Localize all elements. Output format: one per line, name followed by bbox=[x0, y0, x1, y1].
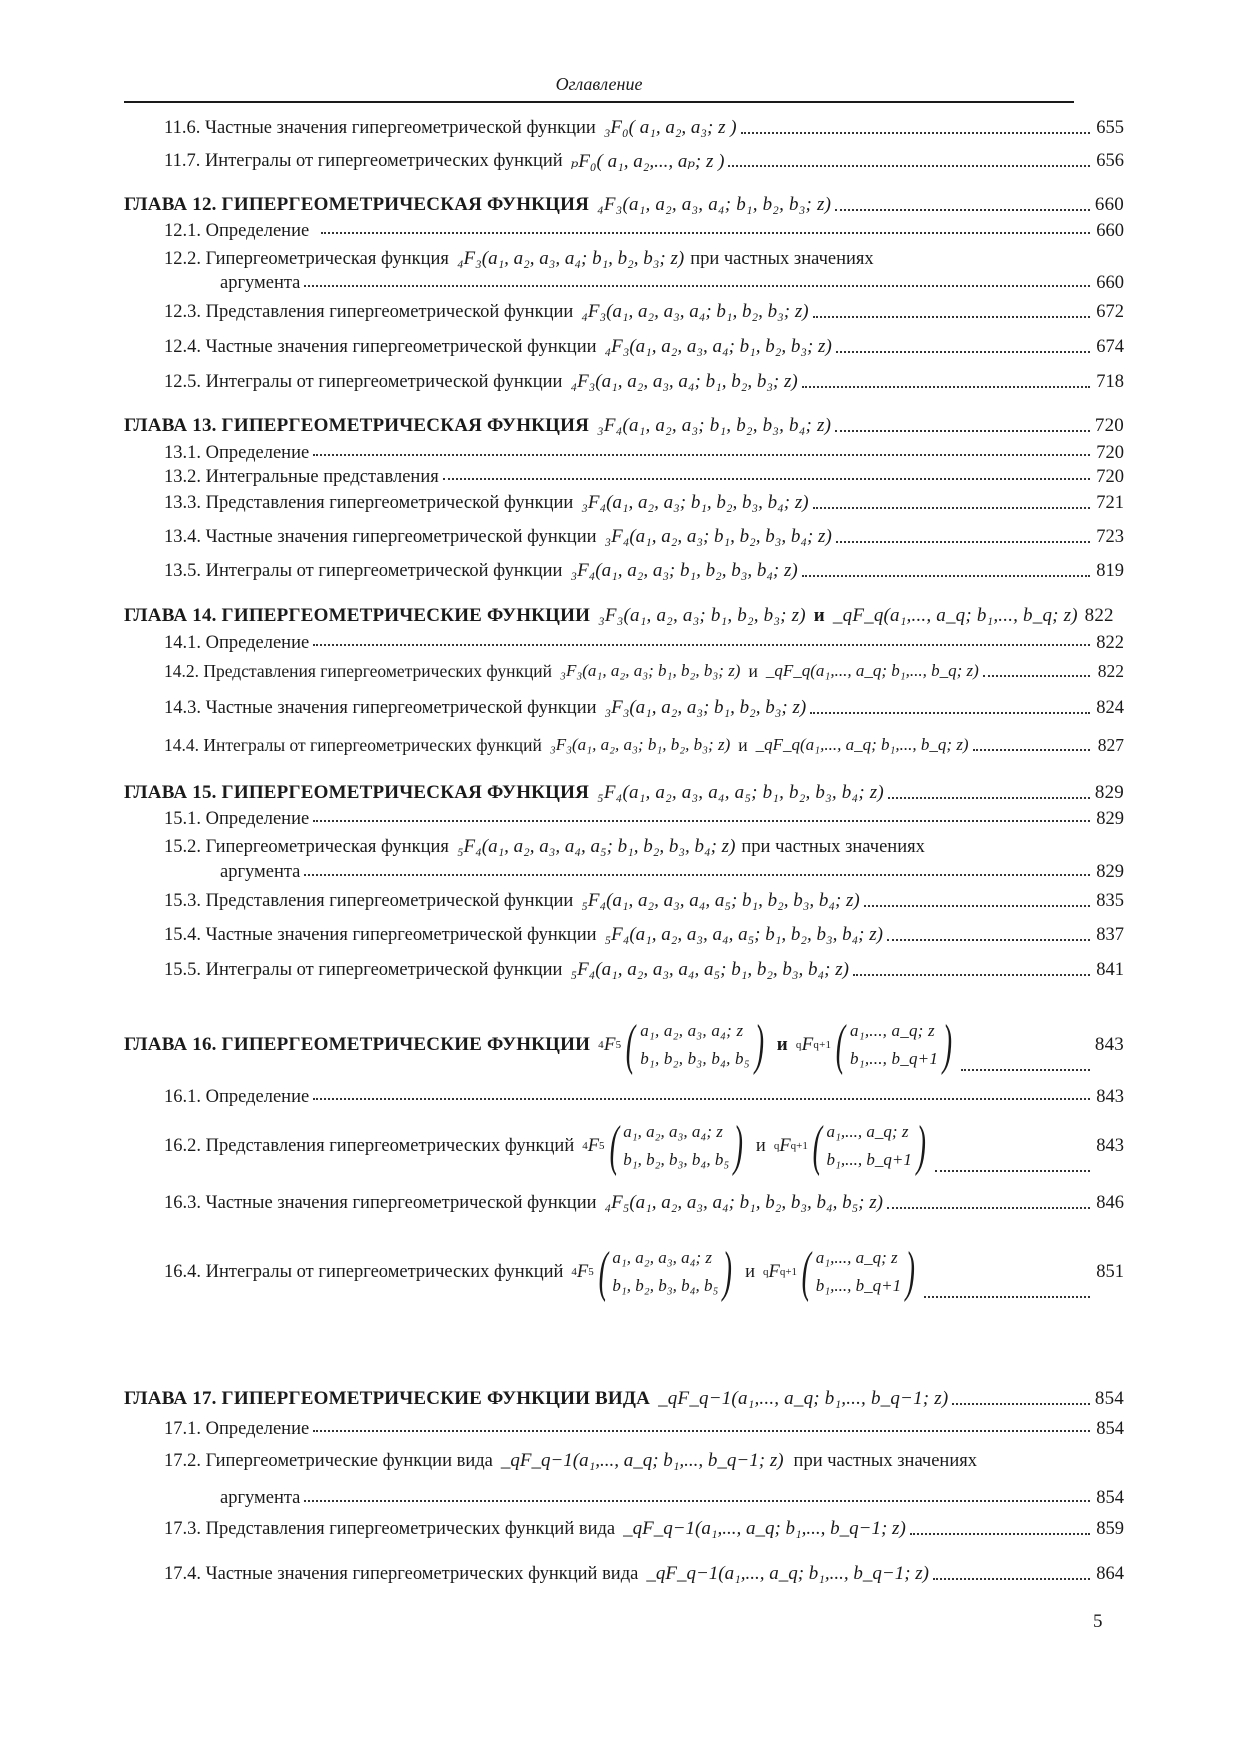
toc-entry-page: 841 bbox=[1096, 959, 1124, 980]
toc-entry-formula: ₄F₃(a₁, a₂, a₃, a₄; b₁, b₂, b₃; z) bbox=[570, 371, 798, 392]
toc-entry-formula: _qF_q−1(a₁,..., a_q; b₁,..., b_q−1; z) bbox=[623, 1518, 906, 1539]
toc-entry-formula: ₃F₃(a₁, a₂, a₃; b₁, b₂, b₃; z) bbox=[560, 661, 741, 680]
toc-entry-label: 16.1. Определение bbox=[164, 1086, 310, 1107]
toc-entry-formula: ₄F₃(a₁, a₂, a₃, a₄; b₁, b₂, b₃; z) bbox=[604, 336, 832, 357]
toc-entry-page: 864 bbox=[1096, 1563, 1124, 1584]
toc-entry-page: 720 bbox=[1094, 415, 1124, 436]
toc-entry-formula: ₃F₄(a₁, a₂, a₃; b₁, b₂, b₃, b₄; z) bbox=[581, 492, 809, 513]
chapter-title: ГЛАВА 15. ГИПЕРГЕОМЕТРИЧЕСКАЯ ФУНКЦИЯ bbox=[124, 782, 590, 803]
toc-entry-page: 843 bbox=[1094, 1034, 1124, 1055]
toc-entry-page: 721 bbox=[1096, 492, 1124, 513]
matrix-formula-b: q F q+1 ( a₁,..., a_q; z b₁,..., b_q+1 ) bbox=[773, 1115, 926, 1177]
toc-entry-page: 859 bbox=[1096, 1518, 1124, 1539]
toc-entry-page: 674 bbox=[1096, 336, 1124, 357]
conjunction: и bbox=[738, 734, 748, 755]
leader-dots bbox=[313, 1430, 1090, 1432]
formula-prefix: q bbox=[795, 1039, 802, 1051]
leader-dots bbox=[973, 749, 1090, 751]
matrix-bottom-row: b₁,..., b_q+1 bbox=[850, 1049, 939, 1068]
toc-entry-13-5[interactable] bbox=[124, 556, 1124, 586]
toc-entry-formula: ₃F₄(a₁, a₂, a₃; b₁, b₂, b₃, b₄; z) bbox=[570, 560, 798, 581]
page-number: 5 bbox=[1093, 1611, 1103, 1632]
toc-entry-label: 15.4. Частные значения гипергеометрической функции bbox=[164, 924, 597, 945]
leader-dots bbox=[961, 1069, 1090, 1071]
toc-entry-label: 14.2. Представления гипергеометрических функций bbox=[164, 660, 553, 681]
toc-entry-page: 720 bbox=[1096, 442, 1124, 463]
toc-entry-page: 846 bbox=[1096, 1192, 1124, 1213]
toc-entry-tail: при частных значениях bbox=[690, 248, 874, 269]
leader-dots bbox=[864, 905, 1090, 907]
leader-dots bbox=[836, 351, 1090, 353]
toc-entry-formula: ₃F₃(a₁, a₂, a₃; b₁, b₂, b₃; z) bbox=[549, 735, 731, 754]
formula-symbol: F bbox=[768, 1261, 780, 1282]
toc-entry-formula: ₃F₃(a₁, a₂, a₃; b₁, b₂, b₃; z) bbox=[598, 605, 806, 626]
formula-subscript: 5 bbox=[599, 1140, 605, 1152]
toc-entry-11-6[interactable] bbox=[124, 113, 1124, 143]
toc-entry-page: 835 bbox=[1096, 890, 1124, 911]
leader-dots bbox=[313, 454, 1090, 456]
matrix-bottom-row: b₁, b₂, b₃, b₄, b₅ bbox=[623, 1150, 730, 1169]
formula-subscript: 5 bbox=[615, 1039, 622, 1051]
toc-entry-label: 12.2. Гипергеометрическая функция bbox=[164, 248, 449, 269]
matrix-top-row: a₁,..., a_q; z bbox=[850, 1021, 935, 1040]
formula-symbol: F bbox=[576, 1261, 589, 1282]
toc-entry-page: 822 bbox=[1084, 605, 1114, 626]
toc-entry-page: 829 bbox=[1096, 861, 1124, 882]
toc-entry-label: 12.4. Частные значения гипергеометрической функции bbox=[164, 336, 597, 357]
toc-entry-label: 14.3. Частные значения гипергеометрической функции bbox=[164, 697, 597, 718]
toc-entry-label: 13.2. Интегральные представления bbox=[164, 466, 439, 487]
toc-entry-15-4[interactable] bbox=[124, 920, 1124, 950]
leader-dots bbox=[313, 820, 1090, 822]
matrix-formula-b: q F q+1 ( a₁,..., a_q; z b₁,..., b_q+1 ) bbox=[763, 1241, 916, 1303]
toc-entry-formula: ₄F₃(a₁, a₂, a₃, a₄; b₁, b₂, b₃; z) bbox=[581, 301, 809, 322]
formula-subscript: q+1 bbox=[779, 1266, 798, 1278]
formula-prefix: q bbox=[773, 1140, 780, 1152]
header-rule bbox=[124, 101, 1074, 103]
leader-dots bbox=[304, 874, 1090, 876]
toc-entry-formula: ₃F₄(a₁, a₂, a₃; b₁, b₂, b₃, b₄; z) bbox=[604, 526, 832, 547]
toc-entry-15-5[interactable] bbox=[124, 955, 1124, 985]
conjunction: и bbox=[745, 1261, 755, 1282]
leader-dots bbox=[835, 430, 1090, 432]
toc-entry-tail: при частных значениях bbox=[741, 836, 925, 857]
chapter-title: ГЛАВА 16. ГИПЕРГЕОМЕТРИЧЕСКИЕ ФУНКЦИИ bbox=[124, 1034, 591, 1055]
formula-symbol: F bbox=[603, 1034, 616, 1055]
toc-entry-page: 854 bbox=[1096, 1418, 1124, 1439]
toc-entry-12-5[interactable] bbox=[124, 367, 1124, 397]
toc-entry-page: 824 bbox=[1096, 697, 1124, 718]
toc-entry-16-1[interactable] bbox=[124, 1085, 1124, 1109]
toc-entry-page: 655 bbox=[1096, 117, 1124, 138]
toc-entry-17-2-cont[interactable] bbox=[124, 1485, 1124, 1511]
toc-entry-label: 16.4. Интегралы от гипергеометрических функций bbox=[164, 1261, 564, 1282]
toc-entry-16-3[interactable] bbox=[124, 1188, 1124, 1218]
matrix-top-row: a₁, a₂, a₃, a₄; z bbox=[612, 1248, 713, 1267]
toc-entry-17-2[interactable] bbox=[124, 1446, 1124, 1476]
formula-subscript: q+1 bbox=[813, 1039, 832, 1051]
toc-entry-label: 16.3. Частные значения гипергеометрической функции bbox=[164, 1192, 597, 1213]
conjunction: и bbox=[813, 605, 825, 626]
toc-entry-14-4[interactable] bbox=[124, 730, 1124, 760]
toc-entry-label: аргумента bbox=[220, 1487, 301, 1508]
formula-symbol: F bbox=[587, 1135, 600, 1156]
leader-dots bbox=[304, 285, 1090, 287]
toc-entry-page: 718 bbox=[1096, 371, 1124, 392]
toc-entry-label: 17.4. Частные значения гипергеометрических функций вида bbox=[164, 1563, 639, 1584]
toc-entry-13-1[interactable] bbox=[124, 441, 1124, 465]
toc-entry-formula: ₄F₅(a₁, a₂, a₃, a₄; b₁, b₂, b₃, b₄, b₅; z) bbox=[604, 1192, 883, 1213]
toc-entry-label: 13.5. Интегралы от гипергеометрической функции bbox=[164, 560, 563, 581]
toc-entry-label: 17.1. Определение bbox=[164, 1418, 310, 1439]
toc-entry-page: 660 bbox=[1096, 220, 1124, 241]
chapter-title: ГЛАВА 17. ГИПЕРГЕОМЕТРИЧЕСКИЕ ФУНКЦИИ ВИДА bbox=[124, 1388, 651, 1409]
matrix-formula-b: q F q+1 ( a₁,..., a_q; z b₁,..., b_q+1 ) bbox=[795, 1014, 953, 1076]
toc-entry-page: 843 bbox=[1096, 1086, 1124, 1107]
toc-entry-label: 17.3. Представления гипергеометрических функций вида bbox=[164, 1518, 616, 1539]
page-header-title: Оглавление bbox=[555, 74, 643, 94]
leader-dots bbox=[933, 1578, 1090, 1580]
toc-entry-formula-2: _qF_q(a₁,..., a_q; b₁,..., b_q; z) bbox=[755, 735, 969, 754]
toc-entry-15-2-cont[interactable] bbox=[124, 859, 1124, 885]
toc-entry-12-2-cont[interactable] bbox=[124, 270, 1124, 296]
formula-symbol: F bbox=[801, 1034, 814, 1055]
toc-chapter-15[interactable] bbox=[124, 778, 1124, 808]
toc-entry-12-1[interactable] bbox=[124, 219, 1124, 243]
leader-dots bbox=[910, 1533, 1090, 1535]
toc-entry-page: 837 bbox=[1096, 924, 1124, 945]
toc-entry-page: 851 bbox=[1096, 1261, 1124, 1282]
toc-entry-formula-2: _qF_q(a₁,..., a_q; b₁,..., b_q; z) bbox=[832, 605, 1078, 626]
leader-dots bbox=[813, 507, 1090, 509]
toc-entry-tail: при частных значениях bbox=[793, 1450, 977, 1471]
matrix-formula-a: 4 F 5 ( a₁, a₂, a₃, a₄; z b₁, b₂, b₃, b₄, b₅ ) bbox=[571, 1241, 733, 1303]
toc-entry-formula: _qF_q−1(a₁,..., a_q; b₁,..., b_q−1; z) bbox=[658, 1388, 949, 1409]
toc-entry-page: 822 bbox=[1097, 660, 1124, 681]
toc-entry-14-2[interactable] bbox=[124, 656, 1124, 686]
toc-entry-15-3[interactable] bbox=[124, 886, 1124, 916]
leader-dots bbox=[935, 1170, 1090, 1172]
toc-entry-page: 720 bbox=[1096, 466, 1124, 487]
conjunction: и bbox=[776, 1034, 788, 1055]
toc-entry-15-1[interactable] bbox=[124, 807, 1124, 831]
leader-dots bbox=[741, 132, 1090, 134]
matrix-formula-a: 4 F 5 ( a₁, a₂, a₃, a₄; z b₁, b₂, b₃, b₄, b₅ ) bbox=[582, 1115, 744, 1177]
toc-entry-formula: ₅F₄(a₁, a₂, a₃, a₄, a₅; b₁, b₂, b₃, b₄; z) bbox=[604, 924, 883, 945]
toc-chapter-17[interactable] bbox=[124, 1384, 1124, 1414]
toc-entry-formula: _qF_q−1(a₁,..., a_q; b₁,..., b_q−1; z) bbox=[646, 1563, 930, 1584]
toc-entry-formula: _qF_q−1(a₁,..., a_q; b₁,..., b_q−1; z) bbox=[500, 1450, 784, 1471]
leader-dots bbox=[810, 712, 1090, 714]
formula-subscript: q+1 bbox=[790, 1140, 808, 1152]
toc-entry-page: 660 bbox=[1094, 194, 1124, 215]
leader-dots bbox=[813, 316, 1090, 318]
toc-entry-label: 13.4. Частные значения гипергеометрической функции bbox=[164, 526, 597, 547]
toc-entry-label: 12.3. Представления гипергеометрической функции bbox=[164, 301, 574, 322]
toc-chapter-16[interactable] bbox=[124, 1010, 1124, 1080]
toc-entry-label: 15.1. Определение bbox=[164, 808, 310, 829]
toc-entry-page: 672 bbox=[1096, 301, 1124, 322]
toc-entry-formula: ₃F₀( a₁, a₂, a₃; z ) bbox=[603, 117, 737, 138]
chapter-title: ГЛАВА 12. ГИПЕРГЕОМЕТРИЧЕСКАЯ ФУНКЦИЯ bbox=[124, 194, 590, 215]
leader-dots bbox=[835, 209, 1090, 211]
leader-dots bbox=[887, 939, 1090, 941]
leader-dots bbox=[304, 1500, 1090, 1502]
toc-entry-16-2[interactable] bbox=[124, 1111, 1124, 1181]
toc-entry-label: 15.2. Гипергеометрическая функция bbox=[164, 836, 449, 857]
leader-dots bbox=[321, 232, 1090, 234]
toc-chapter-12[interactable] bbox=[124, 190, 1124, 220]
toc-entry-label: 15.3. Представления гипергеометрической функции bbox=[164, 890, 574, 911]
toc-entry-formula: ₄F₃(a₁, a₂, a₃, a₄; b₁, b₂, b₃; z) bbox=[456, 248, 685, 269]
toc-entry-17-3[interactable] bbox=[124, 1514, 1124, 1544]
matrix-formula-a: 4 F 5 ( a₁, a₂, a₃, a₄; z b₁, b₂, b₃, b₄, b₅ ) bbox=[598, 1014, 764, 1076]
toc-entry-formula: ₃F₃(a₁, a₂, a₃; b₁, b₂, b₃; z) bbox=[604, 697, 807, 718]
toc-entry-label: 13.3. Представления гипергеометрической функции bbox=[164, 492, 574, 513]
matrix-top-row: a₁,..., a_q; z bbox=[815, 1248, 898, 1267]
conjunction: и bbox=[748, 660, 758, 681]
toc-entry-page: 829 bbox=[1096, 808, 1124, 829]
toc-entry-page: 843 bbox=[1096, 1135, 1124, 1156]
toc-entry-page: 854 bbox=[1096, 1487, 1124, 1508]
toc-entry-15-2[interactable] bbox=[124, 832, 1124, 862]
toc-entry-label: 12.5. Интегралы от гипергеометрической функции bbox=[164, 371, 563, 392]
toc-entry-14-3[interactable] bbox=[124, 693, 1124, 723]
toc-entry-13-2[interactable] bbox=[124, 465, 1124, 489]
toc-entry-page: 854 bbox=[1094, 1388, 1124, 1409]
toc-entry-formula: ₚF₀( a₁, a₂,..., aₚ; z ) bbox=[570, 150, 725, 172]
leader-dots bbox=[313, 644, 1090, 646]
toc-entry-label: 16.2. Представления гипергеометрических функций bbox=[164, 1135, 575, 1156]
matrix-top-row: a₁,..., a_q; z bbox=[826, 1122, 909, 1141]
toc-chapter-14[interactable] bbox=[124, 601, 1124, 631]
toc-entry-16-4[interactable] bbox=[124, 1237, 1124, 1307]
conjunction: и bbox=[755, 1135, 766, 1156]
leader-dots bbox=[313, 1098, 1090, 1100]
toc-entry-label: 14.4. Интегралы от гипергеометрических функций bbox=[164, 734, 542, 755]
toc-entry-12-4[interactable] bbox=[124, 332, 1124, 362]
toc-entry-13-3[interactable] bbox=[124, 488, 1124, 518]
matrix-bottom-row: b₁, b₂, b₃, b₄, b₅ bbox=[640, 1049, 750, 1068]
toc-entry-formula: ₅F₄(a₁, a₂, a₃, a₄, a₅; b₁, b₂, b₃, b₄; z) bbox=[597, 782, 884, 803]
matrix-bottom-row: b₁, b₂, b₃, b₄, b₅ bbox=[612, 1276, 719, 1295]
toc-entry-formula: ₄F₃(a₁, a₂, a₃, a₄; b₁, b₂, b₃; z) bbox=[597, 194, 832, 215]
toc-entry-page: 829 bbox=[1094, 782, 1124, 803]
toc-entry-label: 17.2. Гипергеометрические функции вида bbox=[164, 1450, 493, 1471]
toc-entry-formula-2: _qF_q(a₁,..., a_q; b₁,..., b_q; z) bbox=[765, 661, 979, 680]
formula-prefix: q bbox=[763, 1266, 769, 1278]
leader-dots bbox=[443, 478, 1090, 480]
toc-entry-13-4[interactable] bbox=[124, 522, 1124, 552]
toc-entry-page: 822 bbox=[1096, 632, 1124, 653]
toc-entry-label: 13.1. Определение bbox=[164, 442, 310, 463]
toc-entry-label: 15.5. Интегралы от гипергеометрической функции bbox=[164, 959, 563, 980]
leader-dots bbox=[802, 386, 1090, 388]
leader-dots bbox=[802, 575, 1090, 577]
leader-dots bbox=[728, 165, 1090, 167]
toc-entry-formula: ₅F₄(a₁, a₂, a₃, a₄, a₅; b₁, b₂, b₃, b₄; z) bbox=[570, 959, 849, 980]
toc-entry-17-1[interactable] bbox=[124, 1417, 1124, 1441]
leader-dots bbox=[952, 1403, 1090, 1405]
leader-dots bbox=[983, 675, 1090, 677]
toc-entry-page: 827 bbox=[1097, 734, 1124, 755]
formula-prefix: 4 bbox=[582, 1140, 588, 1152]
matrix-top-row: a₁, a₂, a₃, a₄; z bbox=[640, 1021, 744, 1040]
matrix-bottom-row: b₁,..., b_q+1 bbox=[815, 1276, 902, 1295]
leader-dots bbox=[836, 541, 1090, 543]
toc-chapter-13[interactable] bbox=[124, 411, 1124, 441]
matrix-top-row: a₁, a₂, a₃, a₄; z bbox=[623, 1122, 723, 1141]
formula-prefix: 4 bbox=[598, 1039, 604, 1051]
toc-entry-12-3[interactable] bbox=[124, 297, 1124, 327]
leader-dots bbox=[887, 1207, 1090, 1209]
toc-entry-label: аргумента bbox=[220, 272, 301, 293]
formula-prefix: 4 bbox=[571, 1266, 577, 1278]
toc-entry-11-7[interactable] bbox=[124, 146, 1124, 176]
formula-symbol: F bbox=[779, 1135, 791, 1156]
toc-entry-label: 11.6. Частные значения гипергеометрической функции bbox=[164, 117, 596, 138]
formula-subscript: 5 bbox=[588, 1266, 594, 1278]
toc-entry-formula: ₅F₄(a₁, a₂, a₃, a₄, a₅; b₁, b₂, b₃, b₄; z) bbox=[581, 890, 860, 911]
toc-entry-14-1[interactable] bbox=[124, 631, 1124, 655]
toc-entry-label: 12.1. Определение bbox=[164, 220, 310, 241]
toc-entry-label: аргумента bbox=[220, 861, 301, 882]
chapter-title: ГЛАВА 13. ГИПЕРГЕОМЕТРИЧЕСКАЯ ФУНКЦИЯ bbox=[124, 415, 590, 436]
toc-entry-page: 656 bbox=[1096, 150, 1124, 171]
toc-entry-page: 723 bbox=[1096, 526, 1124, 547]
toc-entry-page: 819 bbox=[1096, 560, 1124, 581]
toc-entry-page: 660 bbox=[1096, 272, 1124, 293]
toc-entry-formula: ₅F₄(a₁, a₂, a₃, a₄, a₅; b₁, b₂, b₃, b₄; z) bbox=[456, 836, 736, 857]
toc-entry-label: 14.1. Определение bbox=[164, 632, 310, 653]
toc-entry-formula: ₃F₄(a₁, a₂, a₃; b₁, b₂, b₃, b₄; z) bbox=[597, 415, 832, 436]
chapter-title: ГЛАВА 14. ГИПЕРГЕОМЕТРИЧЕСКИЕ ФУНКЦИИ bbox=[124, 605, 591, 626]
leader-dots bbox=[853, 974, 1090, 976]
leader-dots bbox=[924, 1296, 1090, 1298]
leader-dots bbox=[888, 797, 1090, 799]
toc-entry-17-4[interactable] bbox=[124, 1559, 1124, 1589]
toc-entry-label: 11.7. Интегралы от гипергеометрических функций bbox=[164, 150, 563, 171]
matrix-bottom-row: b₁,..., b_q+1 bbox=[826, 1150, 912, 1169]
